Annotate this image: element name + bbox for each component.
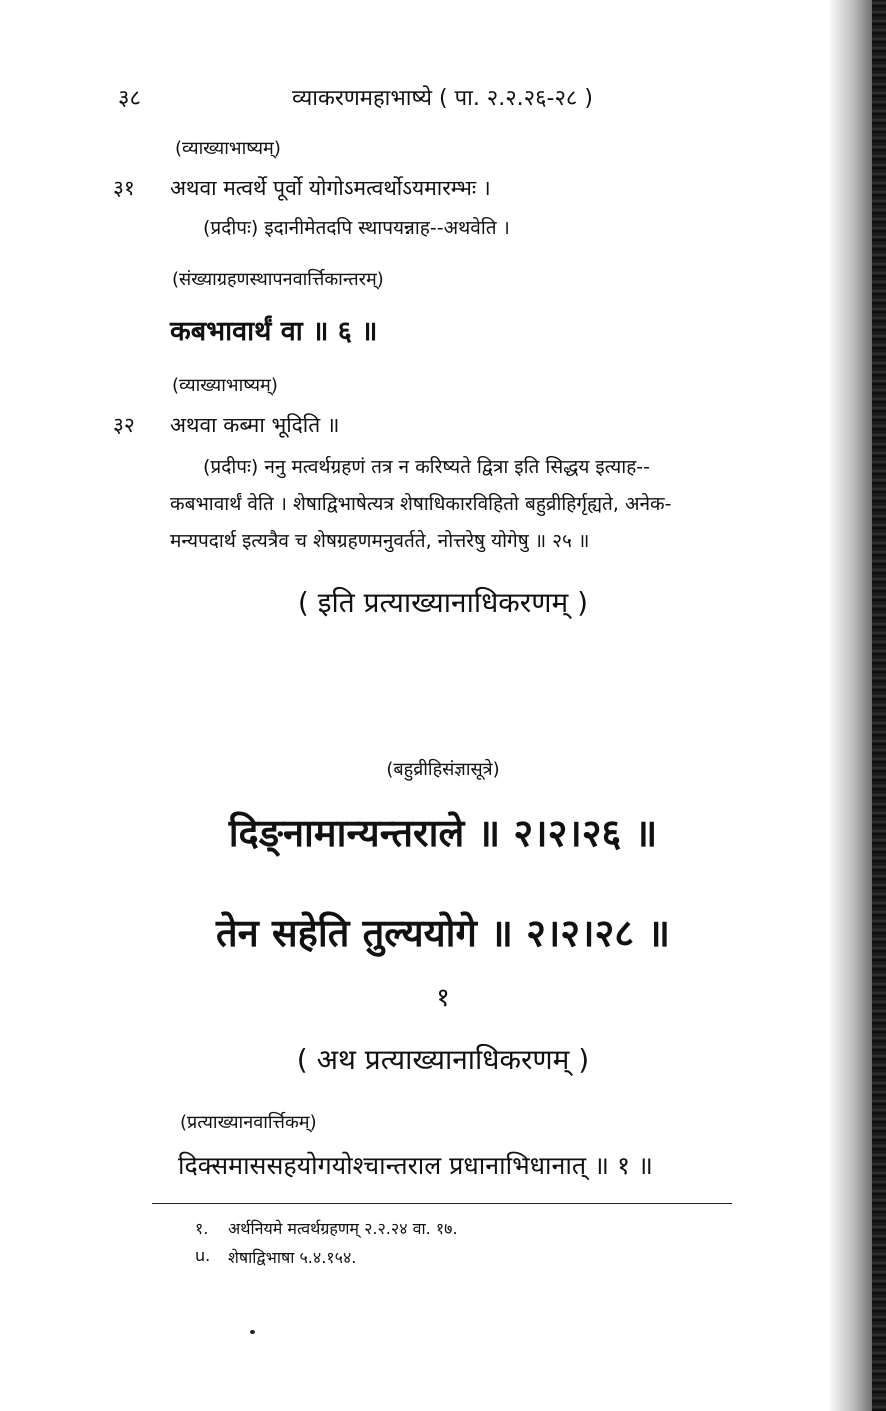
- section-end-heading: ( इति प्रत्याख्यानाधिकरणम् ): [297, 586, 589, 619]
- vartika-text: दिक्समाससहयोगयोश्चान्तराल प्रधानाभिधानात् ॥ १ ॥: [178, 1151, 653, 1180]
- footnote-marker: u.: [195, 1246, 211, 1265]
- bhashya-label: (व्याख्याभाष्यम्): [175, 138, 281, 159]
- pradipa-commentary-line: (प्रदीपः) ननु मत्वर्थग्रहणं तत्र न करिष्यते द्वित्रा इति सिद्धय इत्याह--: [203, 456, 650, 478]
- paragraph-number: ३२: [113, 413, 135, 437]
- paragraph-number: ३१: [113, 176, 135, 200]
- scan-speck: [250, 1330, 255, 1334]
- footnote-marker: १.: [195, 1219, 209, 1238]
- page-number: ३८: [118, 86, 141, 111]
- section-start-heading: ( अथ प्रत्याख्यानाधिकरणम् ): [296, 1043, 590, 1076]
- pradipa-commentary-line: कबभावार्थं वेति । शेषाद्विभाषेत्यत्र शेषाधिकारविहितो बहुव्रीहिर्गृह्यते, अनेक-: [170, 493, 672, 515]
- sutra-heading: तेन सहेति तुल्ययोगे ॥ २।२।२८ ॥: [216, 911, 670, 955]
- vartika-label: (प्रत्याख्यानवार्त्तिकम्): [180, 1112, 317, 1133]
- section-number: १: [436, 983, 450, 1013]
- pradipa-commentary-line: मन्यपदार्थ इत्यत्रैव च शेषग्रहणमनुवर्तते, नोत्तरेषु योगेषु ॥ २५ ॥: [170, 530, 590, 552]
- vartika-text: कबभावार्थं वा ॥ ६ ॥: [170, 316, 378, 347]
- bhashya-text: अथवा मत्वर्थे पूर्वो योगोऽमत्वर्थोऽयमारम्भः ।: [170, 176, 491, 200]
- footnote-text: अर्थनियमे मत्वर्थग्रहणम् २.२.२४ वा. १७.: [228, 1219, 458, 1238]
- bhashya-label: (व्याख्याभाष्यम्): [172, 375, 278, 396]
- page-binding-edge: [872, 0, 886, 1411]
- pradipa-commentary: (प्रदीपः) इदानीमेतदपि स्थापयन्नाह--अथवेति ।: [203, 217, 510, 239]
- footnote-divider: [152, 1203, 732, 1204]
- bhashya-text: अथवा कब्मा भूदिति ॥: [170, 413, 340, 437]
- vartika-label: (संख्याग्रहणस्थापनवार्त्तिकान्तरम्): [172, 269, 384, 290]
- running-title: व्याकरणमहाभाष्ये ( पा. २.२.२६-२८ ): [292, 86, 593, 111]
- sutra-group-label: (बहुव्रीहिसंज्ञासूत्रे): [386, 759, 500, 780]
- sutra-heading: दिङ्नामान्यन्तराले ॥ २।२।२६ ॥: [228, 811, 658, 855]
- footnote-text: शेषाद्विभाषा ५.४.१५४.: [228, 1248, 357, 1267]
